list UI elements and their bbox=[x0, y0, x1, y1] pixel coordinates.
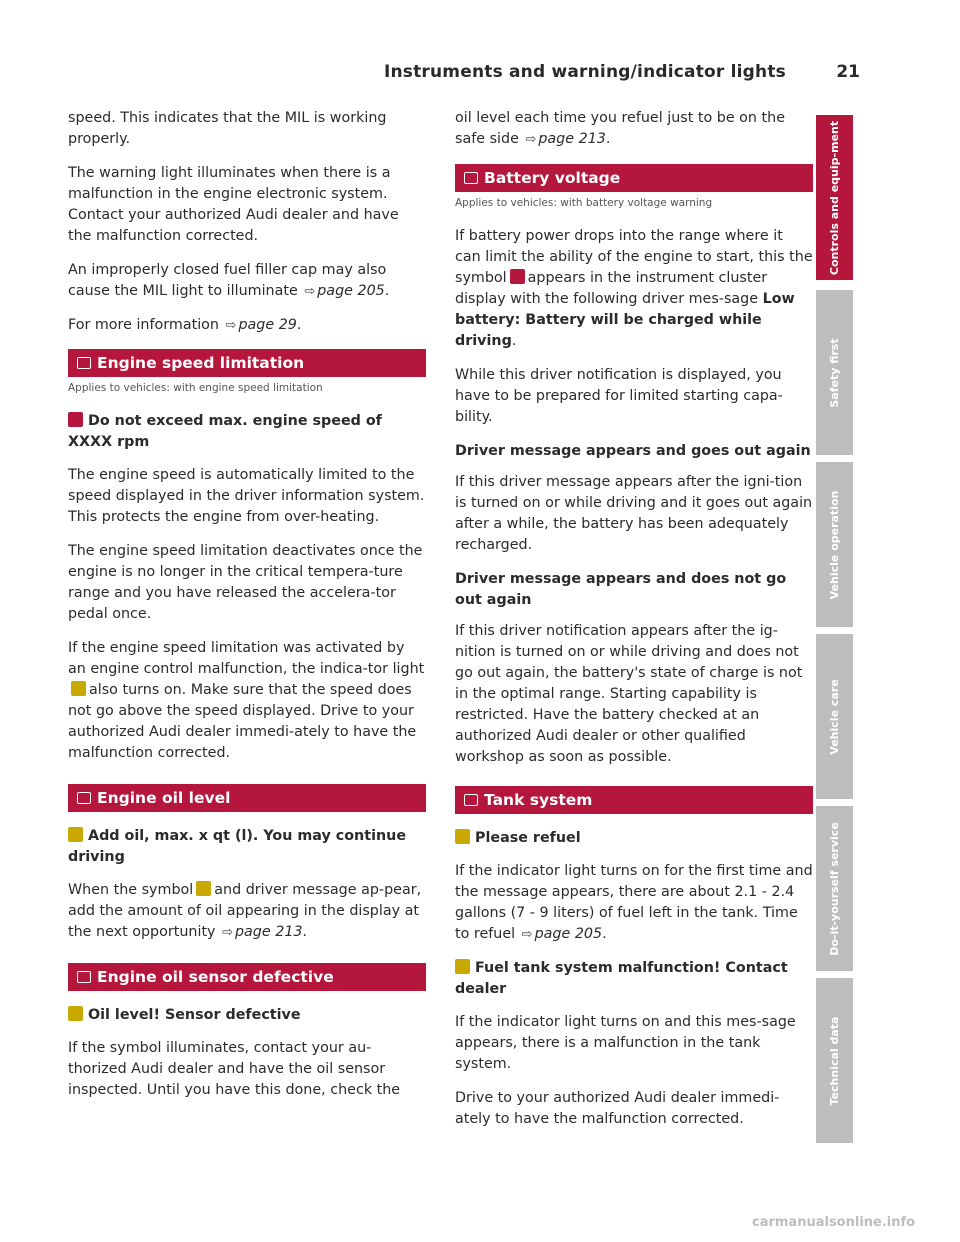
paragraph: If this driver notification appears after the ig-nition is turned on or while driving and does not go out again, the battery's state of charge is not in the optimal range. Starting capability is restricted. Have the battery checked at an authorized Audi dealer or other qualified workshop as soon as possible. bbox=[455, 623, 803, 765]
message-text: Do not exceed max. engine speed of XXXX rpm bbox=[68, 413, 382, 450]
text: An improperly closed fuel filler cap may also cause the MIL light to illuminate bbox=[68, 262, 387, 299]
oil-sensor-icon bbox=[77, 971, 91, 983]
applies-note: Applies to vehicles: with battery voltage warning bbox=[455, 197, 713, 209]
paragraph: If the symbol illuminates, contact your au-thorized Audi dealer and have the oil sensor inspected. Until you have this done, check the bbox=[68, 1040, 401, 1098]
section-engine-oil-sensor-defective bbox=[68, 963, 426, 991]
page-link[interactable]: page 213 bbox=[538, 131, 606, 147]
fuel-indicator-icon bbox=[455, 959, 470, 974]
arrow-right-icon: ⇨ bbox=[521, 927, 533, 942]
text: For more information bbox=[68, 317, 219, 333]
paragraph: If battery power drops into the range where it can limit the ability of the engine to start, this the symbol appears in the instrument cluster display with the following driver mes-sage Low battery: Battery will be charged while driving. bbox=[455, 228, 813, 349]
tab-do-it-yourself-service[interactable] bbox=[816, 806, 853, 971]
section-title: Engine oil sensor defective bbox=[97, 968, 334, 986]
paragraph: If the indicator light turns on for the first time and the message appears, there are about 2.1 - 2.4 gallons (7 - 9 liters) of fuel left in the tank. Time to refuel ⇨ page 205. bbox=[455, 863, 813, 942]
paragraph: For more information ⇨ page 29. bbox=[68, 317, 302, 333]
text: appears in the instrument cluster display with the following driver mes-sage bbox=[455, 270, 768, 307]
message-text: Please refuel bbox=[475, 830, 581, 846]
paragraph bbox=[68, 638, 426, 764]
left-column bbox=[68, 108, 426, 1114]
paragraph: While this driver notification is displayed, you have to be prepared for limited starting capa-bility. bbox=[455, 367, 783, 425]
section-engine-speed-limitation bbox=[68, 349, 426, 377]
tab-label: Technical data bbox=[827, 1016, 841, 1105]
arrow-right-icon: ⇨ bbox=[304, 284, 316, 299]
text: When the symbol bbox=[68, 882, 194, 898]
text: also turns on. Make sure that the speed does not go above the speed displayed. Drive to your authorized Audi dealer immedi-ately to have the malfunction corrected. bbox=[68, 682, 417, 761]
paragraph: Drive to your authorized Audi dealer immedi-ately to have the malfunction corrected. bbox=[455, 1090, 780, 1127]
paragraph: If the indicator light turns on and this mes-sage appears, there is a malfunction in the tank system. bbox=[455, 1014, 796, 1072]
text: If the engine speed limitation was activated by an engine control malfunction, the indica-tor light bbox=[68, 640, 425, 677]
tab-vehicle-care[interactable] bbox=[816, 634, 853, 799]
driver-message bbox=[68, 411, 426, 453]
oil-level-icon bbox=[196, 881, 211, 896]
driver-message bbox=[68, 826, 426, 868]
subheading: Driver message appears and does not go out again bbox=[455, 571, 787, 608]
arrow-right-icon: ⇨ bbox=[222, 925, 233, 940]
tab-label: Do-it-yourself service bbox=[827, 821, 841, 956]
battery-icon bbox=[464, 172, 478, 184]
paragraph: The engine speed is automatically limited to the speed displayed in the driver information system. This protects the engine from over-heating. bbox=[68, 467, 425, 525]
paragraph: speed. This indicates that the MIL is working properly. bbox=[68, 110, 387, 147]
section-engine-oil-level bbox=[68, 784, 426, 812]
page-link[interactable]: page 205 bbox=[534, 926, 603, 942]
tab-technical-data[interactable] bbox=[816, 978, 853, 1143]
section-tank-system bbox=[455, 786, 813, 814]
oil-sensor-indicator-icon bbox=[68, 1006, 83, 1021]
oil-can-icon bbox=[77, 792, 91, 804]
subheading: Driver message appears and goes out again bbox=[455, 443, 811, 459]
paragraph: oil level each time you refuel just to be on the safe side ⇨ page 213. bbox=[455, 110, 785, 147]
section-title: Engine speed limitation bbox=[97, 354, 305, 372]
tab-label: Safety first bbox=[827, 337, 841, 408]
paragraph: The engine speed limitation deactivates once the engine is no longer in the critical tempera-ture range and you have released the accelera-tor pedal once. bbox=[68, 543, 423, 622]
message-text: Add oil, max. x qt (l). You may continue driving bbox=[68, 828, 407, 865]
page-link[interactable]: page 205 bbox=[317, 283, 385, 299]
right-column bbox=[455, 108, 813, 1143]
message-text: Oil level! Sensor defective bbox=[88, 1007, 301, 1023]
tab-safety-first[interactable] bbox=[816, 290, 853, 455]
section-battery-voltage bbox=[455, 164, 813, 192]
section-title: Tank system bbox=[484, 791, 593, 809]
page-link[interactable]: page 213 bbox=[234, 924, 303, 940]
applies-note: Applies to vehicles: with engine speed limitation bbox=[68, 382, 323, 394]
fuel-indicator-icon bbox=[455, 829, 470, 844]
arrow-right-icon: ⇨ bbox=[225, 318, 237, 333]
tab-label: Vehicle operation bbox=[827, 490, 841, 599]
text: oil level each time you refuel just to be on the safe side bbox=[455, 110, 785, 147]
tab-label: Vehicle care bbox=[827, 678, 841, 755]
battery-indicator-icon bbox=[510, 269, 525, 284]
speed-limit-icon bbox=[77, 357, 91, 369]
page-header bbox=[383, 62, 872, 92]
page-number: 21 bbox=[836, 62, 860, 82]
header-title: Instruments and warning/indicator lights bbox=[383, 62, 786, 82]
fuel-pump-icon bbox=[464, 794, 478, 806]
paragraph: An improperly closed fuel filler cap may also cause the MIL light to illuminate ⇨ page 205. bbox=[68, 262, 390, 299]
text: If battery power drops into the range where it can limit the ability of the engine to start, this the symbol bbox=[455, 228, 813, 286]
speed-limit-indicator-icon bbox=[68, 412, 83, 427]
tab-label: Controls and equip-ment bbox=[827, 120, 841, 275]
driver-message bbox=[455, 958, 813, 1000]
driver-message bbox=[68, 1005, 426, 1026]
oil-level-indicator-icon bbox=[68, 827, 83, 842]
text: If the indicator light turns on for the first time and the message appears, there are about 2.1 - 2.4 gallons (7 - 9 liters) of fuel left in the tank. Time to refuel bbox=[455, 863, 813, 942]
section-title: Engine oil level bbox=[97, 789, 231, 807]
message-text: Fuel tank system malfunction! Contact dealer bbox=[455, 960, 788, 997]
epc-icon bbox=[71, 681, 86, 696]
text: and driver message ap-pear, add the amount of oil appearing in the display at the next opportunity bbox=[68, 882, 422, 940]
tab-vehicle-operation[interactable] bbox=[816, 462, 853, 627]
paragraph: The warning light illuminates when there is a malfunction in the engine electronic system. Contact your authorized Audi dealer and have the malfunction corrected. bbox=[68, 165, 399, 244]
tab-controls-and-equipment[interactable] bbox=[816, 115, 853, 280]
paragraph: When the symbol and driver message ap-pear, add the amount of oil appearing in the display at the next opportunity ⇨ page 213. bbox=[68, 882, 422, 940]
paragraph: If this driver message appears after the igni-tion is turned on or while driving and it goes out again after a while, the battery has been adequately recharged. bbox=[455, 474, 813, 553]
arrow-right-icon: ⇨ bbox=[525, 132, 537, 147]
driver-message bbox=[455, 828, 813, 849]
page-link[interactable]: page 29 bbox=[238, 317, 297, 333]
watermark: carmanualsonline.info bbox=[752, 1215, 916, 1230]
section-title: Battery voltage bbox=[484, 169, 621, 187]
message-text: Low battery: Battery will be charged while driving bbox=[455, 291, 795, 349]
